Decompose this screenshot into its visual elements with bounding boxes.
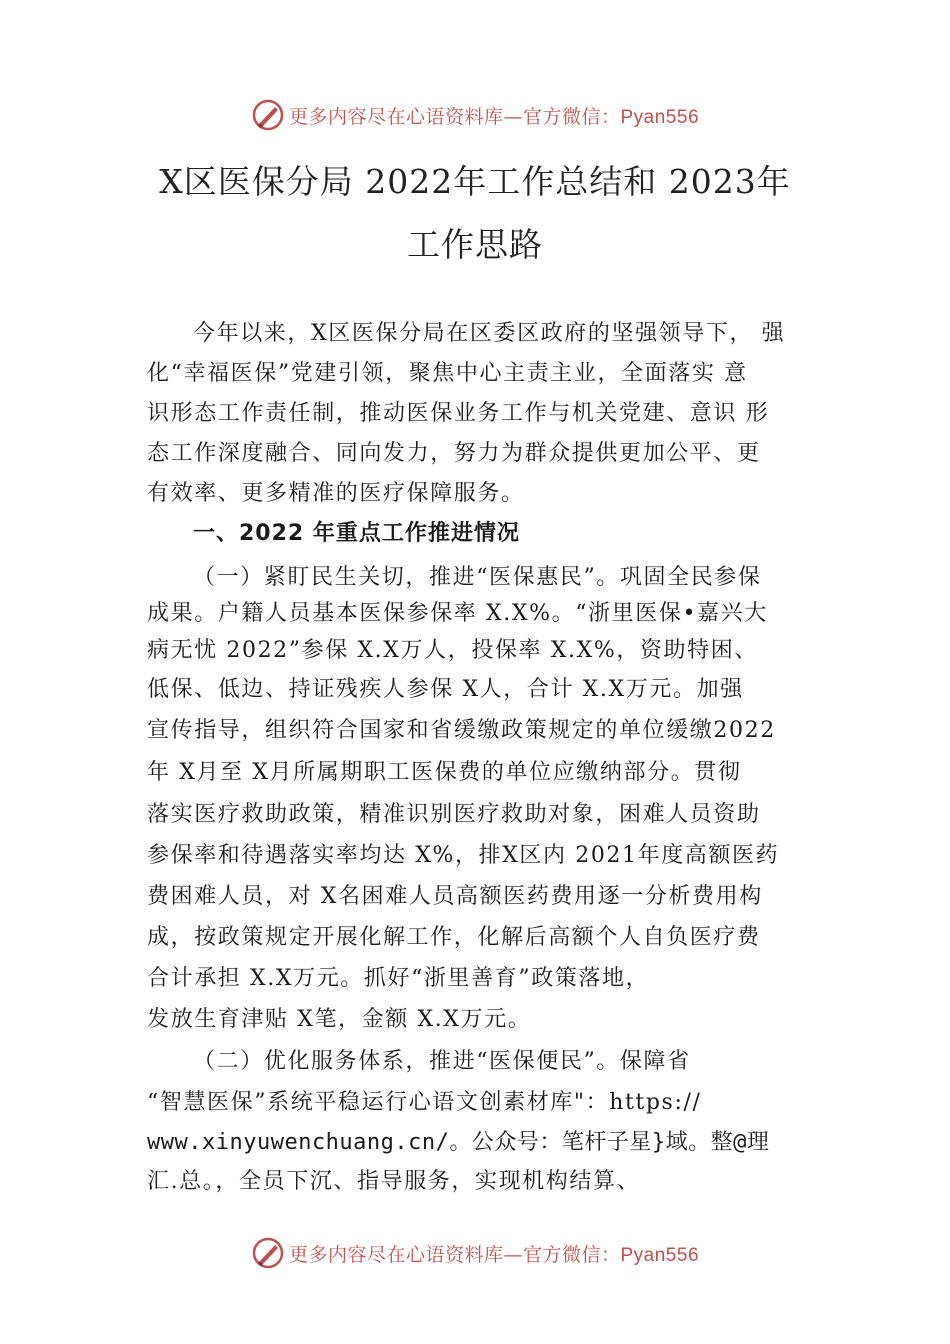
document-title-line2: 工作思路 bbox=[407, 225, 543, 264]
body-line: “智慧医保”系统平稳运行心语文创素材库"：https:// bbox=[147, 1090, 702, 1115]
body-line: 发放生育津贴 X笔，金额 X.X万元。 bbox=[147, 1007, 532, 1032]
body-line: 年 X月至 X月所属期职工医保费的单位应缴纳部分。贯彻 bbox=[147, 760, 742, 785]
body-line: 成果。户籍人员基本医保参保率 X.X%。“浙里医保•嘉兴大 bbox=[147, 601, 768, 626]
body-line: www.xinyuwenchuang.cn/。公众号：笔杆子星}域。整@理 bbox=[147, 1130, 770, 1155]
banner-text: 更多内容尽在心语资料库—官方微信：Pyan556 bbox=[288, 1243, 700, 1266]
body-line: 低保、低边、持证残疾人参保 X人，合计 X.X万元。加强 bbox=[147, 677, 744, 702]
body-line: （二）优化服务体系，推进“医保便民”。保障省 bbox=[193, 1049, 691, 1074]
body-line: 病无忧 2022”参保 X.X万人，投保率 X.X%，资助特困、 bbox=[147, 638, 758, 663]
body-line: 合计承担 X.X万元。抓好“浙里善育”政策落地， bbox=[147, 966, 650, 991]
body-line: 化“幸福医保”党建引领，聚焦中心主责主业，全面落实 意 bbox=[147, 361, 748, 386]
body-line: 参保率和待遇落实率均达 X%，排X区内 2021年度高额医药 bbox=[147, 843, 780, 868]
body-line: 成，按政策规定开展化解工作，化解后高额个人自负医疗费 bbox=[147, 925, 761, 950]
footer-banner bbox=[0, 1233, 950, 1273]
body-line: 识形态工作责任制，推动医保业务工作与机关党建、意识 形 bbox=[147, 401, 770, 426]
body-line: 宣传指导，组织符合国家和省缓缴政策规定的单位缓缴2022 bbox=[147, 718, 776, 743]
section-heading: 一、2022 年重点工作推进情况 bbox=[193, 521, 520, 546]
body-line: 汇.总。，全员下沉、指导服务，实现机构结算、 bbox=[147, 1169, 641, 1194]
body-line: 态工作深度融合、同向发力，努力为群众提供更加公平、更 bbox=[147, 441, 761, 466]
pen-logo-icon bbox=[251, 98, 285, 132]
banner-text: 更多内容尽在心语资料库—官方微信：Pyan556 bbox=[288, 105, 700, 128]
pen-logo-icon bbox=[251, 1236, 285, 1270]
body-line: 今年以来，X区医保分局在区委区政府的坚强领导下， 强 bbox=[193, 321, 786, 346]
document-title-line1: X区医保分局 2022年工作总结和 2023年 bbox=[159, 162, 791, 201]
body-line: 费困难人员，对 X名困难人员高额医药费用逐一分析费用构 bbox=[147, 884, 763, 909]
header-banner bbox=[0, 95, 950, 135]
body-line: 落实医疗救助政策，精准识别医疗救助对象，困难人员资助 bbox=[147, 802, 761, 827]
body-line: 有效率、更多精准的医疗保障服务。 bbox=[147, 481, 525, 506]
body-line: （一）紧盯民生关切，推进“医保惠民”。巩固全民参保 bbox=[193, 565, 762, 590]
